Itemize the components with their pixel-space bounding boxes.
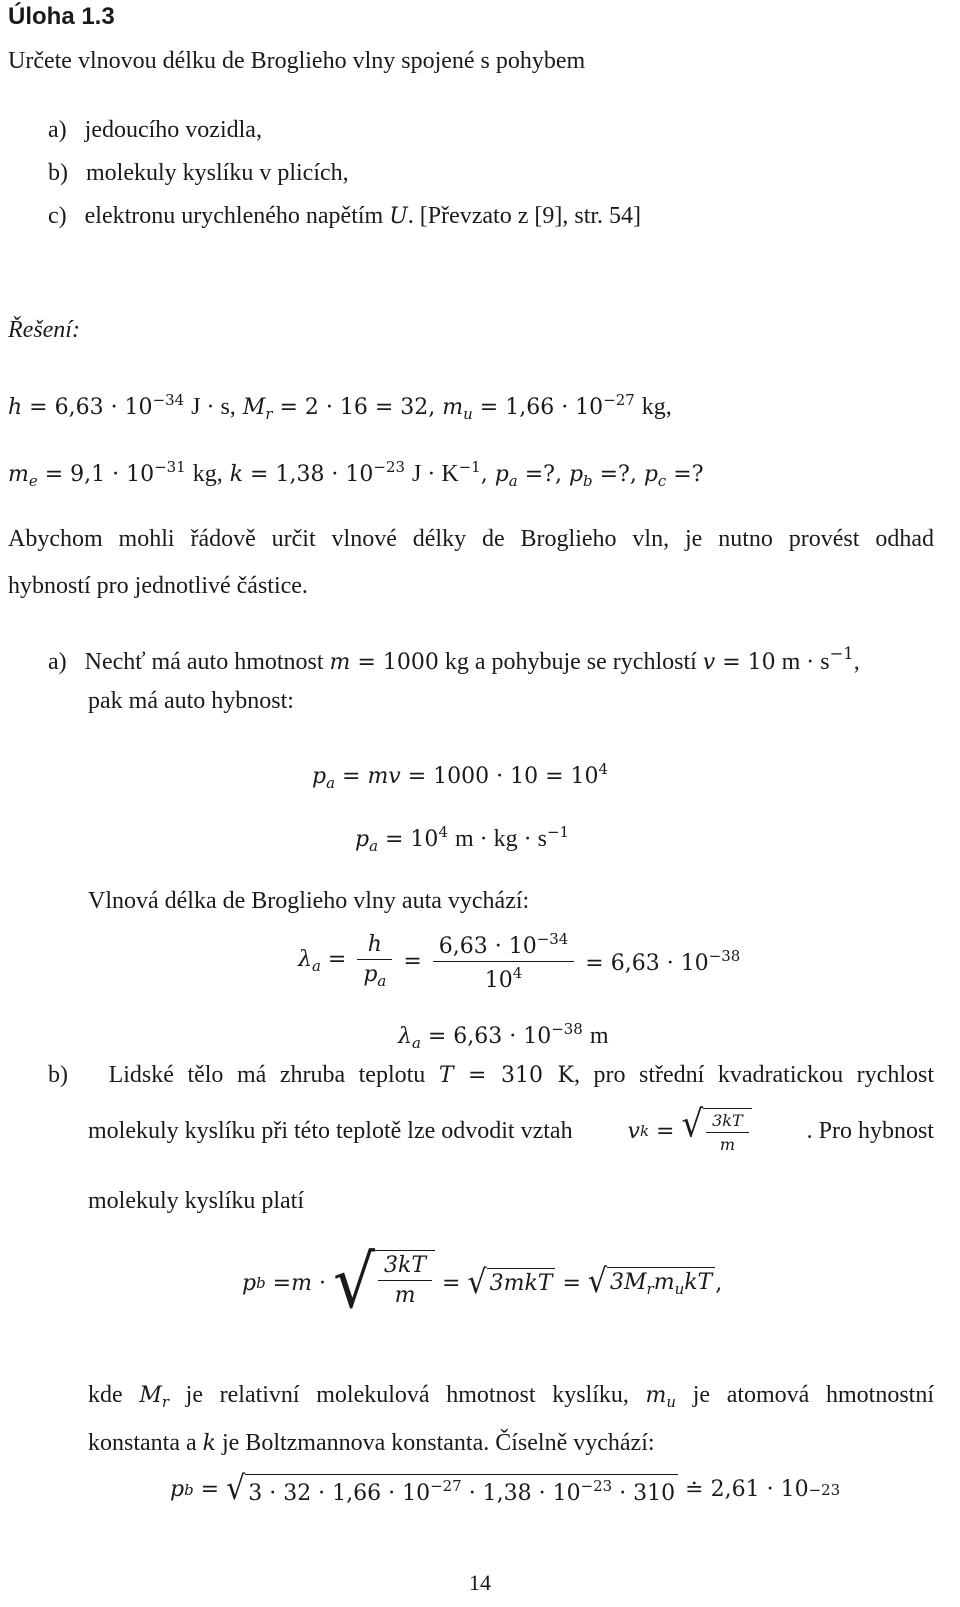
equation-lambda-a-result: $\lambda_a = 6,63 \cdot 10^{-38}$ m: [398, 1020, 609, 1053]
task-heading: Úloha 1.3: [8, 3, 115, 30]
task-text: molekuly kyslíku v plicích,: [86, 160, 349, 186]
part-a-line-1: a) Nechť má auto hmotnost m = 1000 kg a pohybuje se rychlostí v = 10 $m \cdot s^{-1}$,: [48, 644, 860, 675]
task-marker: b): [48, 160, 68, 186]
equation-lambda-a: $\lambda_a$ = $\frac{h}{p_a}$ = $\frac{6,63 \cdot 10^{-34}}{10^4}$ = $6,63 \cdot 10^{-38}$: [298, 930, 741, 993]
paragraph-estimate-line-2: hybností pro jednotlivé částice.: [8, 573, 308, 599]
part-b-konstanta-line: konstanta a k je Boltzmannova konstanta. Číselně vychází:: [88, 1430, 655, 1456]
given-constants-line-2: $m_e = 9,1 \cdot 10^{-31}$ kg, $k = 1,38 \cdot 10^{-23}$ $J \cdot K^{-1}$, $p_a$ =?, $p_b$ =?, $p_c$ =?: [8, 458, 704, 491]
task-marker: c): [48, 203, 67, 229]
equation-pa-1: $p_a$ = mv = $1000 \cdot 10 = 10^4$: [312, 760, 609, 793]
part-b-marker: b): [48, 1062, 68, 1088]
task-text: jedoucího vozidla,: [84, 117, 262, 143]
page-number: 14: [469, 1570, 491, 1595]
task-marker: a): [48, 117, 67, 143]
task-item-b: [48, 158, 349, 188]
equation-pa-2: $p_a = 10^4$ m · kg · $s^{-1}$: [355, 823, 569, 856]
solution-label: Řešení:: [8, 317, 80, 343]
voltage-symbol: U: [389, 204, 408, 229]
part-a-line-2: pak má auto hybnost:: [88, 688, 294, 714]
paragraph-estimate-line-1: Abychom mohli řádově určit vlnové délky de Broglieho vln, je nutno provést odhad: [8, 526, 934, 552]
part-b-line-1: b) Lidské tělo má zhruba teplotu T = 310 K, pro střední kvadratickou rychlost: [48, 1062, 934, 1088]
task-item-c: [48, 201, 641, 232]
part-b-kde-line: kde $M_r$ je relativní molekulová hmotnost kyslíku, $m_u$ je atomová hmotnostní: [88, 1382, 934, 1412]
equation-pb-numeric: p b = √ $3 \cdot 32 \cdot 1,66 \cdot 10^{-27} \cdot 1,38 \cdot 10^{-23} \cdot 310$ ≐ 2,61 · 10 −23: [170, 1469, 841, 1508]
task-source: . [Převzato z [9], str. 54]: [407, 203, 642, 229]
task-intro: Určete vlnovou délku de Broglieho vlny spojené s pohybem: [8, 48, 586, 74]
equation-pb: p b = m · √ $\frac{3kT}{m}$ = √ 3mkT = √ $3M_rm_ukT$ ,: [242, 1240, 723, 1325]
part-a-wavelength-intro: Vlnová délka de Broglieho vlny auta vychází:: [88, 888, 530, 914]
given-constants-line-1: $h = 6,63 \cdot 10^{-34}$ J · s, $M_r = 2 \cdot 16 = 32$, $m_u = 1,66 \cdot 10^{-27}$ kg,: [8, 391, 672, 424]
part-b-line-3: molekuly kyslíku platí: [88, 1188, 304, 1214]
part-b-line-2: molekuly kyslíku při této teplotě lze odvodit vztah v k = √ $\frac{3kT}{m}$ . Pro hybnost: [88, 1102, 934, 1154]
part-a-marker: a): [48, 648, 67, 675]
task-item-a: [48, 115, 262, 145]
task-text: elektronu urychleného napětím: [84, 203, 384, 229]
